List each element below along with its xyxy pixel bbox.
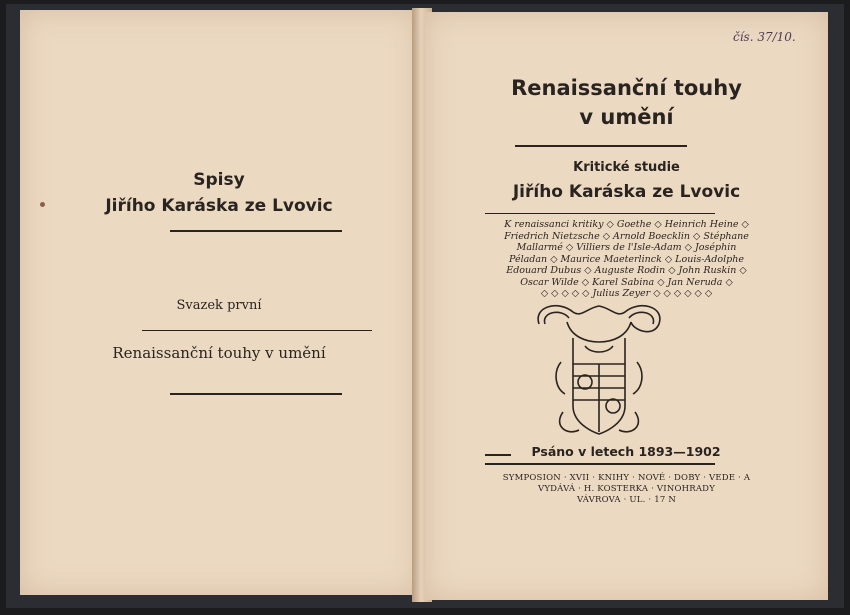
divider [485, 213, 715, 214]
contents-block [425, 219, 828, 300]
left-page [20, 10, 418, 595]
divider [515, 145, 687, 147]
subtitle: Kritické studie [573, 160, 680, 175]
book-title-line2: v umění [579, 105, 674, 129]
volume-title: Renaissanční touhy v umění [112, 344, 326, 362]
publisher-emblem-icon [533, 302, 665, 442]
series-author: Jiřího Karáska ze Lvovic [105, 196, 333, 216]
volume-label: Svazek první [176, 298, 262, 313]
imprint-line: VÁVROVA · UL. · 17 N [576, 495, 676, 505]
series-heading: Spisy [193, 170, 245, 190]
contents-line: Edouard Dubus ◇ Auguste Rodin ◇ John Ruskin ◇ [506, 265, 747, 276]
handwritten-note: čís. 37/10. [733, 30, 796, 44]
contents-line: Mallarmé ◇ Villiers de l'Isle-Adam ◇ Joséphin [516, 242, 737, 253]
divider [485, 463, 715, 465]
right-page [425, 12, 828, 600]
imprint-block [425, 473, 828, 506]
written-years: Psáno v letech 1893—1902 [511, 444, 741, 459]
divider [142, 330, 372, 331]
divider [170, 230, 342, 232]
contents-line: K renaissanci kritiky ◇ Goethe ◇ Heinrich Heine ◇ [504, 219, 749, 230]
contents-line: Péladan ◇ Maurice Maeterlinck ◇ Louis-Adolphe [509, 253, 744, 265]
divider [170, 393, 342, 395]
imprint-line: VYDÁVÁ · H. KOSTERKA · VINOHRADY [537, 484, 716, 494]
contents-line: Oscar Wilde ◇ Karel Sabina ◇ Jan Neruda ◇ [520, 276, 733, 288]
contents-line: ◇ ◇ ◇ ◇ ◇ Julius Zeyer ◇ ◇ ◇ ◇ ◇ ◇ [540, 288, 713, 299]
author: Jiřího Karáska ze Lvovic [512, 182, 741, 202]
book-title-line1: Renaissanční touhy [511, 76, 742, 100]
contents-line: Friedrich Nietzsche ◇ Arnold Boecklin ◇ Stéphane [504, 230, 749, 242]
imprint-line: SYMPOSION · XVII · KNIHY · NOVÉ · DOBY · VEDE · A [502, 473, 751, 483]
